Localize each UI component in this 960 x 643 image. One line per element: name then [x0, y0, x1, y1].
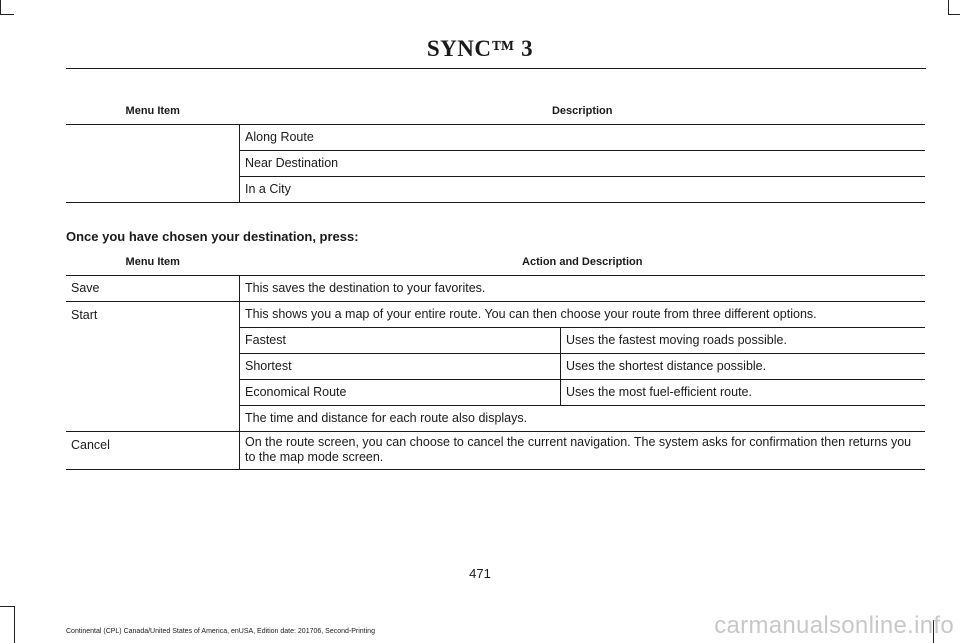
table-row — [66, 124, 925, 150]
crop-mark — [948, 14, 960, 15]
crop-mark — [0, 14, 14, 15]
col-description: Description — [551, 104, 613, 117]
footer-text: Continental (CPL) Canada/United States of America, enUSA, Edition date: 201706, Second-Printing — [66, 628, 375, 635]
description-table — [66, 98, 925, 203]
table-row-save — [66, 275, 925, 301]
option-desc: Uses the shortest distance possible. — [561, 353, 926, 379]
desc-save: This saves the destination to your favorites. — [240, 275, 926, 301]
crop-mark — [0, 606, 14, 607]
table-cell: Along Route — [240, 124, 926, 150]
desc-start: This shows you a map of your entire route. You can then choose your route from three different options. — [240, 301, 926, 327]
page-number: 471 — [469, 566, 491, 581]
table-header-row — [66, 249, 925, 275]
table-row-cancel — [66, 431, 925, 469]
desc-cancel: On the route screen, you can choose to cancel the current navigation. The system asks for confirmation then returns you to the map mode screen. — [240, 431, 926, 469]
menu-item-save: Save — [71, 281, 100, 295]
option-name: Shortest — [240, 353, 561, 379]
option-desc: Uses the most fuel-efficient route. — [561, 379, 926, 405]
table-cell: In a City — [240, 176, 926, 202]
table-cell: Near Destination — [240, 150, 926, 176]
table-cell-empty — [66, 124, 240, 202]
intro-text: Once you have chosen your destination, press: — [66, 229, 359, 244]
col-action-description: Action and Description — [522, 255, 643, 268]
crop-mark — [0, 0, 1, 14]
menu-item-start: Start — [66, 301, 240, 431]
option-desc: Uses the fastest moving roads possible. — [561, 327, 926, 353]
col-menu-item: Menu Item — [125, 255, 180, 268]
option-name: Fastest — [240, 327, 561, 353]
start-note: The time and distance for each route also displays. — [240, 405, 926, 431]
table-header-row — [66, 98, 925, 124]
menu-item-cancel: Cancel — [71, 437, 110, 452]
col-menu-item: Menu Item — [125, 104, 180, 117]
crop-mark — [948, 0, 949, 14]
action-table — [66, 249, 925, 470]
watermark: carmanualsonline.info — [714, 612, 954, 639]
page-title: SYNC™ 3 — [426, 36, 534, 61]
crop-mark — [14, 606, 15, 643]
header-divider — [66, 68, 926, 69]
option-name: Economical Route — [240, 379, 561, 405]
table-row-start — [66, 301, 925, 327]
